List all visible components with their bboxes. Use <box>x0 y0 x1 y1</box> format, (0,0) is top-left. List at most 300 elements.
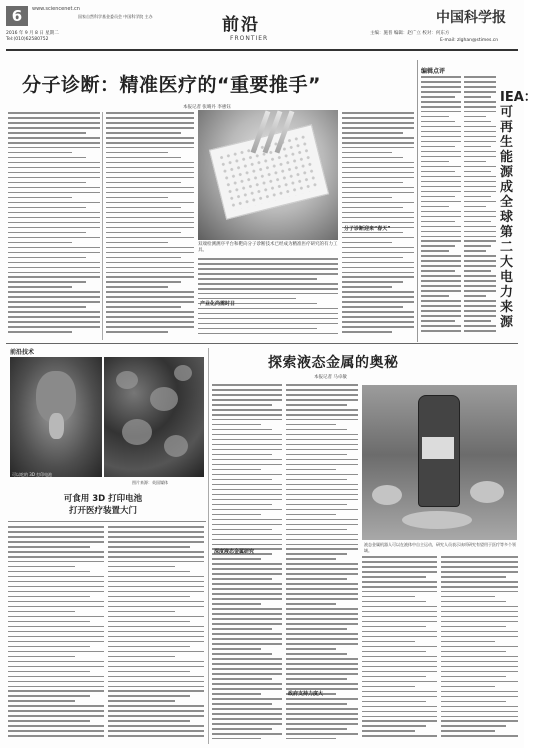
text-line <box>212 434 282 436</box>
text-line <box>421 290 461 292</box>
text-line <box>362 601 426 603</box>
text-line <box>106 227 194 229</box>
text-line <box>342 242 392 244</box>
text-line <box>212 504 272 506</box>
text-line <box>106 252 194 254</box>
text-line <box>362 696 437 698</box>
text-line <box>286 738 336 740</box>
text-line <box>8 296 100 298</box>
tongue-photo <box>10 357 102 477</box>
text-line <box>421 186 461 188</box>
text-line <box>441 571 518 573</box>
text-line <box>8 242 72 244</box>
metal-subhead-2: 政府支持力度大 <box>288 691 324 697</box>
text-line <box>106 147 194 149</box>
text-line <box>286 504 347 506</box>
text-line <box>106 202 194 204</box>
text-line <box>342 127 414 129</box>
text-line <box>108 651 204 653</box>
text-line <box>8 167 100 169</box>
text-line <box>464 96 491 98</box>
text-line <box>286 414 358 416</box>
lower-left-label: 前沿技术 <box>10 349 35 356</box>
text-line <box>342 301 414 303</box>
text-line <box>212 474 282 476</box>
text-line <box>106 272 194 274</box>
text-line <box>108 621 190 623</box>
text-line <box>106 306 181 308</box>
text-line <box>8 311 100 313</box>
text-line <box>8 671 90 673</box>
text-line <box>464 201 496 203</box>
text-line <box>198 328 317 330</box>
text-line <box>212 603 261 605</box>
text-line <box>108 606 204 608</box>
text-line <box>464 325 496 327</box>
text-line <box>421 76 461 78</box>
text-line <box>286 484 358 486</box>
text-line <box>212 394 282 396</box>
text-line <box>212 524 282 526</box>
text-line <box>106 242 168 244</box>
text-line <box>286 464 358 466</box>
text-line <box>421 156 461 158</box>
text-line <box>106 187 194 189</box>
metal-text-col-3 <box>362 556 437 744</box>
text-line <box>106 137 194 139</box>
text-line <box>212 668 282 670</box>
text-line <box>464 186 496 188</box>
text-line <box>286 534 358 536</box>
text-line <box>212 633 282 635</box>
text-line <box>212 444 282 446</box>
text-line <box>362 681 437 683</box>
metal-text-col-4 <box>441 556 518 744</box>
text-line <box>8 252 100 254</box>
text-line <box>286 683 358 685</box>
text-line <box>106 222 194 224</box>
text-line <box>421 325 461 327</box>
text-line <box>212 469 261 471</box>
text-line <box>342 147 414 149</box>
text-line <box>106 296 194 298</box>
text-line <box>441 730 495 732</box>
text-line <box>286 419 358 421</box>
text-line <box>8 606 104 608</box>
text-line <box>362 651 426 653</box>
text-line <box>8 641 104 643</box>
text-line <box>108 735 204 737</box>
text-line <box>441 681 518 683</box>
text-line <box>212 688 282 690</box>
text-line <box>108 616 204 618</box>
text-line <box>286 673 358 675</box>
text-line <box>8 651 104 653</box>
text-line <box>464 265 496 267</box>
text-line <box>8 192 100 194</box>
right-text-col-1 <box>421 76 461 340</box>
text-line <box>106 247 194 249</box>
text-line <box>421 320 455 322</box>
text-line <box>8 666 104 668</box>
text-line <box>362 686 415 688</box>
text-line <box>198 333 338 335</box>
text-line <box>8 281 86 283</box>
lower-left-text-col-1 <box>8 526 104 744</box>
text-line <box>286 618 358 620</box>
text-line <box>108 676 204 678</box>
text-line <box>342 237 414 239</box>
text-line <box>106 262 194 264</box>
text-line <box>106 301 194 303</box>
text-line <box>441 666 518 668</box>
text-line <box>212 708 282 710</box>
text-line <box>441 561 518 563</box>
text-line <box>108 710 204 712</box>
text-line <box>108 695 190 697</box>
text-line <box>362 716 437 718</box>
text-line <box>8 656 75 658</box>
text-line <box>8 301 100 303</box>
text-line <box>421 111 461 113</box>
text-line <box>441 720 518 722</box>
text-line <box>362 586 437 588</box>
text-line <box>286 454 347 456</box>
text-line <box>342 167 414 169</box>
text-line <box>106 217 194 219</box>
text-line <box>421 330 461 332</box>
text-line <box>286 603 336 605</box>
text-line <box>464 106 496 108</box>
text-line <box>286 588 358 590</box>
text-line <box>421 305 461 307</box>
text-line <box>212 449 282 451</box>
text-line <box>212 613 282 615</box>
text-line <box>106 177 194 179</box>
text-line <box>342 142 414 144</box>
text-line <box>106 237 194 239</box>
text-line <box>8 616 104 618</box>
text-line <box>212 678 272 680</box>
text-line <box>362 596 415 598</box>
text-line <box>212 578 272 580</box>
text-line <box>8 217 100 219</box>
text-line <box>212 439 282 441</box>
text-line <box>8 556 104 558</box>
page-number: 6 <box>6 6 28 26</box>
text-line <box>108 611 175 613</box>
text-line <box>464 305 496 307</box>
text-line <box>342 112 414 114</box>
text-line <box>421 151 461 153</box>
text-line <box>441 691 518 693</box>
right-column-divider <box>417 60 418 342</box>
text-line <box>441 591 518 593</box>
text-line <box>342 172 414 174</box>
text-line <box>342 331 392 333</box>
text-line <box>464 111 496 113</box>
text-line <box>8 526 104 528</box>
text-line <box>441 661 518 663</box>
text-line <box>286 524 358 526</box>
text-line <box>421 255 461 257</box>
text-line <box>362 730 415 732</box>
text-line <box>212 723 282 725</box>
section-divider <box>6 343 518 344</box>
text-line <box>286 474 358 476</box>
text-line <box>108 586 204 588</box>
text-line <box>362 691 437 693</box>
text-line <box>212 384 282 386</box>
text-line <box>212 558 261 560</box>
text-line <box>362 725 426 727</box>
text-line <box>342 152 392 154</box>
lead-subhead-1: 分子诊断迎来“春天” <box>344 226 391 232</box>
text-line <box>106 157 181 159</box>
text-line <box>342 202 414 204</box>
text-line <box>8 316 100 318</box>
text-line <box>108 541 204 543</box>
lead-subhead-2: 产业化尚需时日 <box>200 301 236 307</box>
text-line <box>212 573 282 575</box>
section-title: 前沿 <box>222 15 260 35</box>
text-line <box>106 122 194 124</box>
text-line <box>286 698 358 700</box>
text-line <box>464 141 496 143</box>
text-line <box>286 449 358 451</box>
text-line <box>8 695 90 697</box>
text-line <box>342 326 414 328</box>
text-line <box>8 177 100 179</box>
text-line <box>212 424 261 426</box>
text-line <box>8 661 104 663</box>
text-line <box>8 646 90 648</box>
text-line <box>8 636 104 638</box>
text-line <box>342 257 403 259</box>
text-line <box>421 161 449 163</box>
text-line <box>362 626 426 628</box>
text-line <box>441 716 518 718</box>
text-line <box>286 668 358 670</box>
text-line <box>286 424 336 426</box>
text-line <box>421 240 461 242</box>
text-line <box>342 321 414 323</box>
issue-date: 2016 年 9 月 8 日 星期二 <box>6 31 59 36</box>
text-line <box>106 117 194 119</box>
text-line <box>464 156 496 158</box>
text-line <box>286 409 358 411</box>
section-title-en: FRONTIER <box>230 35 269 42</box>
text-line <box>421 236 461 238</box>
text-line <box>441 686 495 688</box>
text-line <box>464 176 496 178</box>
text-line <box>464 290 496 292</box>
text-line <box>342 212 414 214</box>
text-line <box>106 142 194 144</box>
text-line <box>362 566 437 568</box>
text-line <box>106 127 194 129</box>
text-line <box>8 157 86 159</box>
text-line <box>286 459 358 461</box>
text-line <box>362 581 437 583</box>
text-line <box>8 306 86 308</box>
text-line <box>106 212 194 214</box>
masthead <box>0 0 524 50</box>
text-line <box>8 117 100 119</box>
text-line <box>106 326 194 328</box>
text-line <box>8 536 104 538</box>
text-line <box>286 558 336 560</box>
text-line <box>421 101 461 103</box>
text-line <box>8 197 72 199</box>
text-line <box>464 275 496 277</box>
right-story-title: IEA：可再生能源成全球第二大电力来源 <box>500 90 537 330</box>
text-line <box>8 286 72 288</box>
text-line <box>8 551 104 553</box>
text-line <box>8 621 90 623</box>
lead-text-col-3 <box>198 258 338 340</box>
text-line <box>286 593 358 595</box>
text-line <box>8 112 100 114</box>
text-line <box>212 618 282 620</box>
text-line <box>342 192 414 194</box>
text-line <box>8 730 104 732</box>
text-line <box>106 281 181 283</box>
text-line <box>108 551 204 553</box>
text-line <box>8 207 86 209</box>
text-line <box>362 676 426 678</box>
text-line <box>421 86 461 88</box>
text-line <box>8 247 100 249</box>
text-line <box>8 631 104 633</box>
column-divider <box>208 348 209 744</box>
site-url[interactable]: www.sciencenet.cn <box>32 6 80 12</box>
text-line <box>464 211 496 213</box>
text-line <box>8 152 72 154</box>
text-line <box>106 232 181 234</box>
text-line <box>362 711 437 713</box>
email[interactable]: E-mail: zlghan@stimes.cn <box>440 38 499 43</box>
text-line <box>362 571 437 573</box>
text-line <box>198 293 338 295</box>
text-line <box>421 116 449 118</box>
text-line <box>464 255 496 257</box>
text-line <box>8 541 104 543</box>
text-line <box>441 576 506 578</box>
text-line <box>108 596 190 598</box>
text-line <box>441 651 506 653</box>
partner-line: 国家自然科学基金委员会 中国科学院 主办 <box>78 14 153 19</box>
text-line <box>198 313 338 315</box>
text-line <box>286 718 358 720</box>
text-line <box>212 568 282 570</box>
text-line <box>441 581 518 583</box>
text-line <box>362 561 437 563</box>
text-line <box>421 315 461 317</box>
text-line <box>212 534 282 536</box>
text-line <box>8 202 100 204</box>
text-line <box>212 643 282 645</box>
text-line <box>421 260 461 262</box>
text-line <box>106 286 168 288</box>
text-line <box>286 439 358 441</box>
text-line <box>342 291 414 293</box>
text-line <box>8 566 75 568</box>
text-line <box>108 546 190 548</box>
text-line <box>212 693 261 695</box>
lead-photo <box>198 110 338 240</box>
text-line <box>286 394 358 396</box>
text-line <box>8 291 100 293</box>
lower-left-title <box>48 493 158 517</box>
text-line <box>8 172 100 174</box>
masthead-rule <box>6 49 518 51</box>
text-line <box>362 671 437 673</box>
metal-story-title: 探索液态金属的奥秘 <box>268 355 399 371</box>
text-line <box>212 539 282 541</box>
text-line <box>212 509 282 511</box>
text-line <box>464 136 496 138</box>
text-line <box>108 700 175 702</box>
text-line <box>108 581 204 583</box>
text-line <box>421 171 455 173</box>
text-line <box>464 91 496 93</box>
text-line <box>286 723 358 725</box>
text-line <box>212 399 282 401</box>
text-line <box>8 586 104 588</box>
text-line <box>108 526 204 528</box>
text-line <box>106 197 168 199</box>
text-line <box>8 596 90 598</box>
text-line <box>8 700 75 702</box>
text-line <box>441 556 518 558</box>
text-line <box>212 663 282 665</box>
micrograph-caption: 图片来源：英国媒体 <box>132 480 168 485</box>
text-line <box>342 187 414 189</box>
text-line <box>212 454 272 456</box>
text-line <box>286 638 358 640</box>
text-line <box>212 459 282 461</box>
text-line <box>108 626 204 628</box>
text-line <box>8 137 100 139</box>
text-line <box>8 321 100 323</box>
text-line <box>342 157 403 159</box>
text-line <box>212 628 272 630</box>
text-line <box>106 267 194 269</box>
text-line <box>421 131 461 133</box>
text-line <box>8 531 104 533</box>
text-line <box>108 646 190 648</box>
text-line <box>286 633 358 635</box>
text-line <box>8 331 72 333</box>
text-line <box>108 561 204 563</box>
text-line <box>106 172 194 174</box>
text-line <box>212 529 272 531</box>
text-line <box>198 268 338 270</box>
text-line <box>8 626 104 628</box>
text-line <box>108 556 204 558</box>
text-line <box>212 514 261 516</box>
text-line <box>8 720 90 722</box>
text-line <box>421 300 461 302</box>
text-line <box>8 182 86 184</box>
text-line <box>421 250 449 252</box>
text-line <box>106 112 194 114</box>
text-line <box>286 494 358 496</box>
lead-text-col-2 <box>106 112 194 340</box>
text-line <box>286 608 358 610</box>
text-line <box>441 696 518 698</box>
